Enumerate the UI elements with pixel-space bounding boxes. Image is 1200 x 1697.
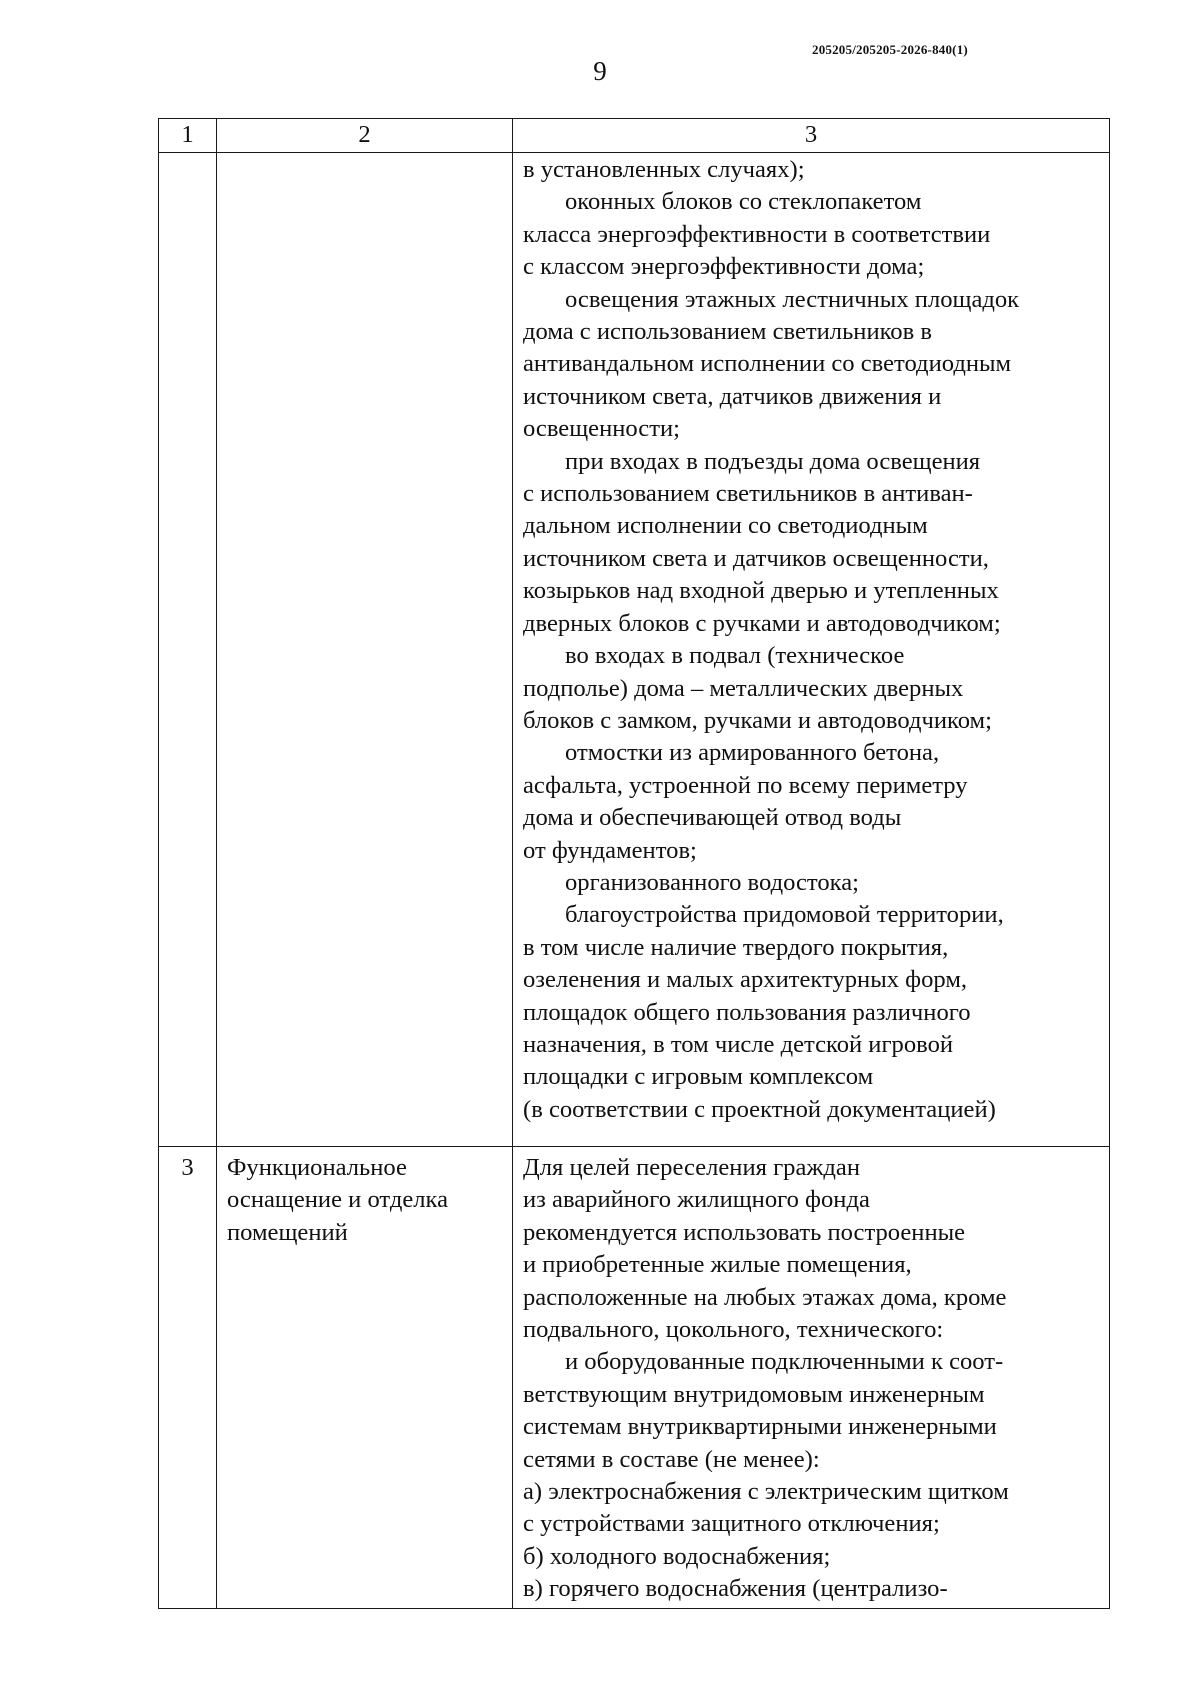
text-line: отмостки из армированного бетона, (565, 739, 940, 767)
text-line: оснащение и отделка (227, 1186, 449, 1214)
text-line: рекомендуется использовать построенные (523, 1218, 966, 1246)
text-line: освещенности; (523, 415, 680, 443)
row-number (159, 153, 217, 1147)
text-line: из аварийного жилищного фонда (523, 1186, 870, 1214)
text-line: дома с использованием светильников в (523, 318, 932, 346)
column-header-3: 3 (513, 119, 1110, 153)
row-description (513, 153, 1110, 1147)
column-header-2: 2 (217, 119, 513, 153)
text-line: во входах в подвал (техническое (565, 642, 905, 670)
table-row (159, 1147, 1110, 1609)
text-line: подполье) дома – металлических дверных (523, 674, 964, 702)
text-line: системам внутриквартирными инженерными (523, 1413, 997, 1441)
text-line: с устройствами защитного отключения; (523, 1510, 940, 1538)
text-line: от фундаментов; (523, 836, 697, 864)
text-line: блоков с замком, ручками и автодоводчиком; (523, 706, 992, 734)
text-line: в) горячего водоснабжения (централизо- (523, 1575, 948, 1603)
text-line: подвального, цокольного, технического: (523, 1316, 944, 1344)
text-line: освещения этажных лестничных площадок (565, 285, 1020, 313)
text-line: и оборудованные подключенными к соот- (565, 1348, 1004, 1376)
text-line: козырьков над входной дверью и утепленных (523, 577, 999, 605)
text-line: источником света, датчиков движения и (523, 382, 942, 410)
text-line: дверных блоков с ручками и автодоводчиком; (523, 609, 1001, 637)
row-description (513, 1147, 1110, 1609)
text-line: площадок общего пользования различного (523, 998, 971, 1026)
text-line: и приобретенные жилые помещения, (523, 1251, 912, 1279)
text-line: дальном исполнении со светодиодным (523, 512, 928, 540)
document-id: 205205/205205-2026-840(1) (812, 42, 968, 57)
row-title (217, 1147, 513, 1609)
text-line: при входах в подъезды дома освещения (565, 447, 981, 475)
text-line: Для целей переселения граждан (523, 1154, 860, 1181)
text-line: в том числе наличие твердого покрытия, (523, 933, 949, 961)
text-line: асфальта, устроенной по всему периметру (523, 771, 968, 799)
text-line: в установленных случаях); (523, 156, 805, 183)
text-line: а) электроснабжения с электрическим щитком (523, 1478, 1009, 1506)
text-line: б) холодного водоснабжения; (523, 1542, 831, 1570)
text-line: с использованием светильников в антиван- (523, 480, 973, 508)
text-line: с классом энергоэффективности дома; (523, 253, 925, 281)
text-line: назначения, в том числе детской игровой (523, 1030, 954, 1058)
text-line: Функциональное (227, 1154, 407, 1181)
text-line: сетями в составе (не менее): (523, 1445, 820, 1473)
text-line: ветствующим внутридомовым инженерным (523, 1380, 985, 1408)
text-line: класса энергоэффективности в соответствии (523, 220, 991, 248)
column-header-1: 1 (159, 119, 217, 153)
text-line: организованного водостока; (565, 868, 859, 896)
text-line: помещений (227, 1218, 348, 1246)
page-number: 9 (593, 56, 607, 86)
text-line: антивандальном исполнении со светодиодным (523, 350, 1012, 378)
text-line: расположенные на любых этажах дома, кроме (523, 1283, 1007, 1311)
requirements-table (158, 118, 1110, 1609)
table-row (159, 153, 1110, 1147)
text-line: площадки с игровым комплексом (523, 1063, 874, 1091)
text-line: благоустройства придомовой территории, (565, 901, 1004, 929)
text-line: источником света и датчиков освещенности, (523, 544, 989, 572)
text-line: озеленения и малых архитектурных форм, (523, 966, 968, 994)
text-line: дома и обеспечивающей отвод воды (523, 804, 902, 832)
text-line: (в соответствии с проектной документацией) (523, 1095, 996, 1123)
table-header-row (159, 119, 1110, 153)
text-line: оконных блоков со стеклопакетом (565, 188, 922, 216)
row-number: 3 (159, 1147, 217, 1609)
row-title (217, 153, 513, 1147)
